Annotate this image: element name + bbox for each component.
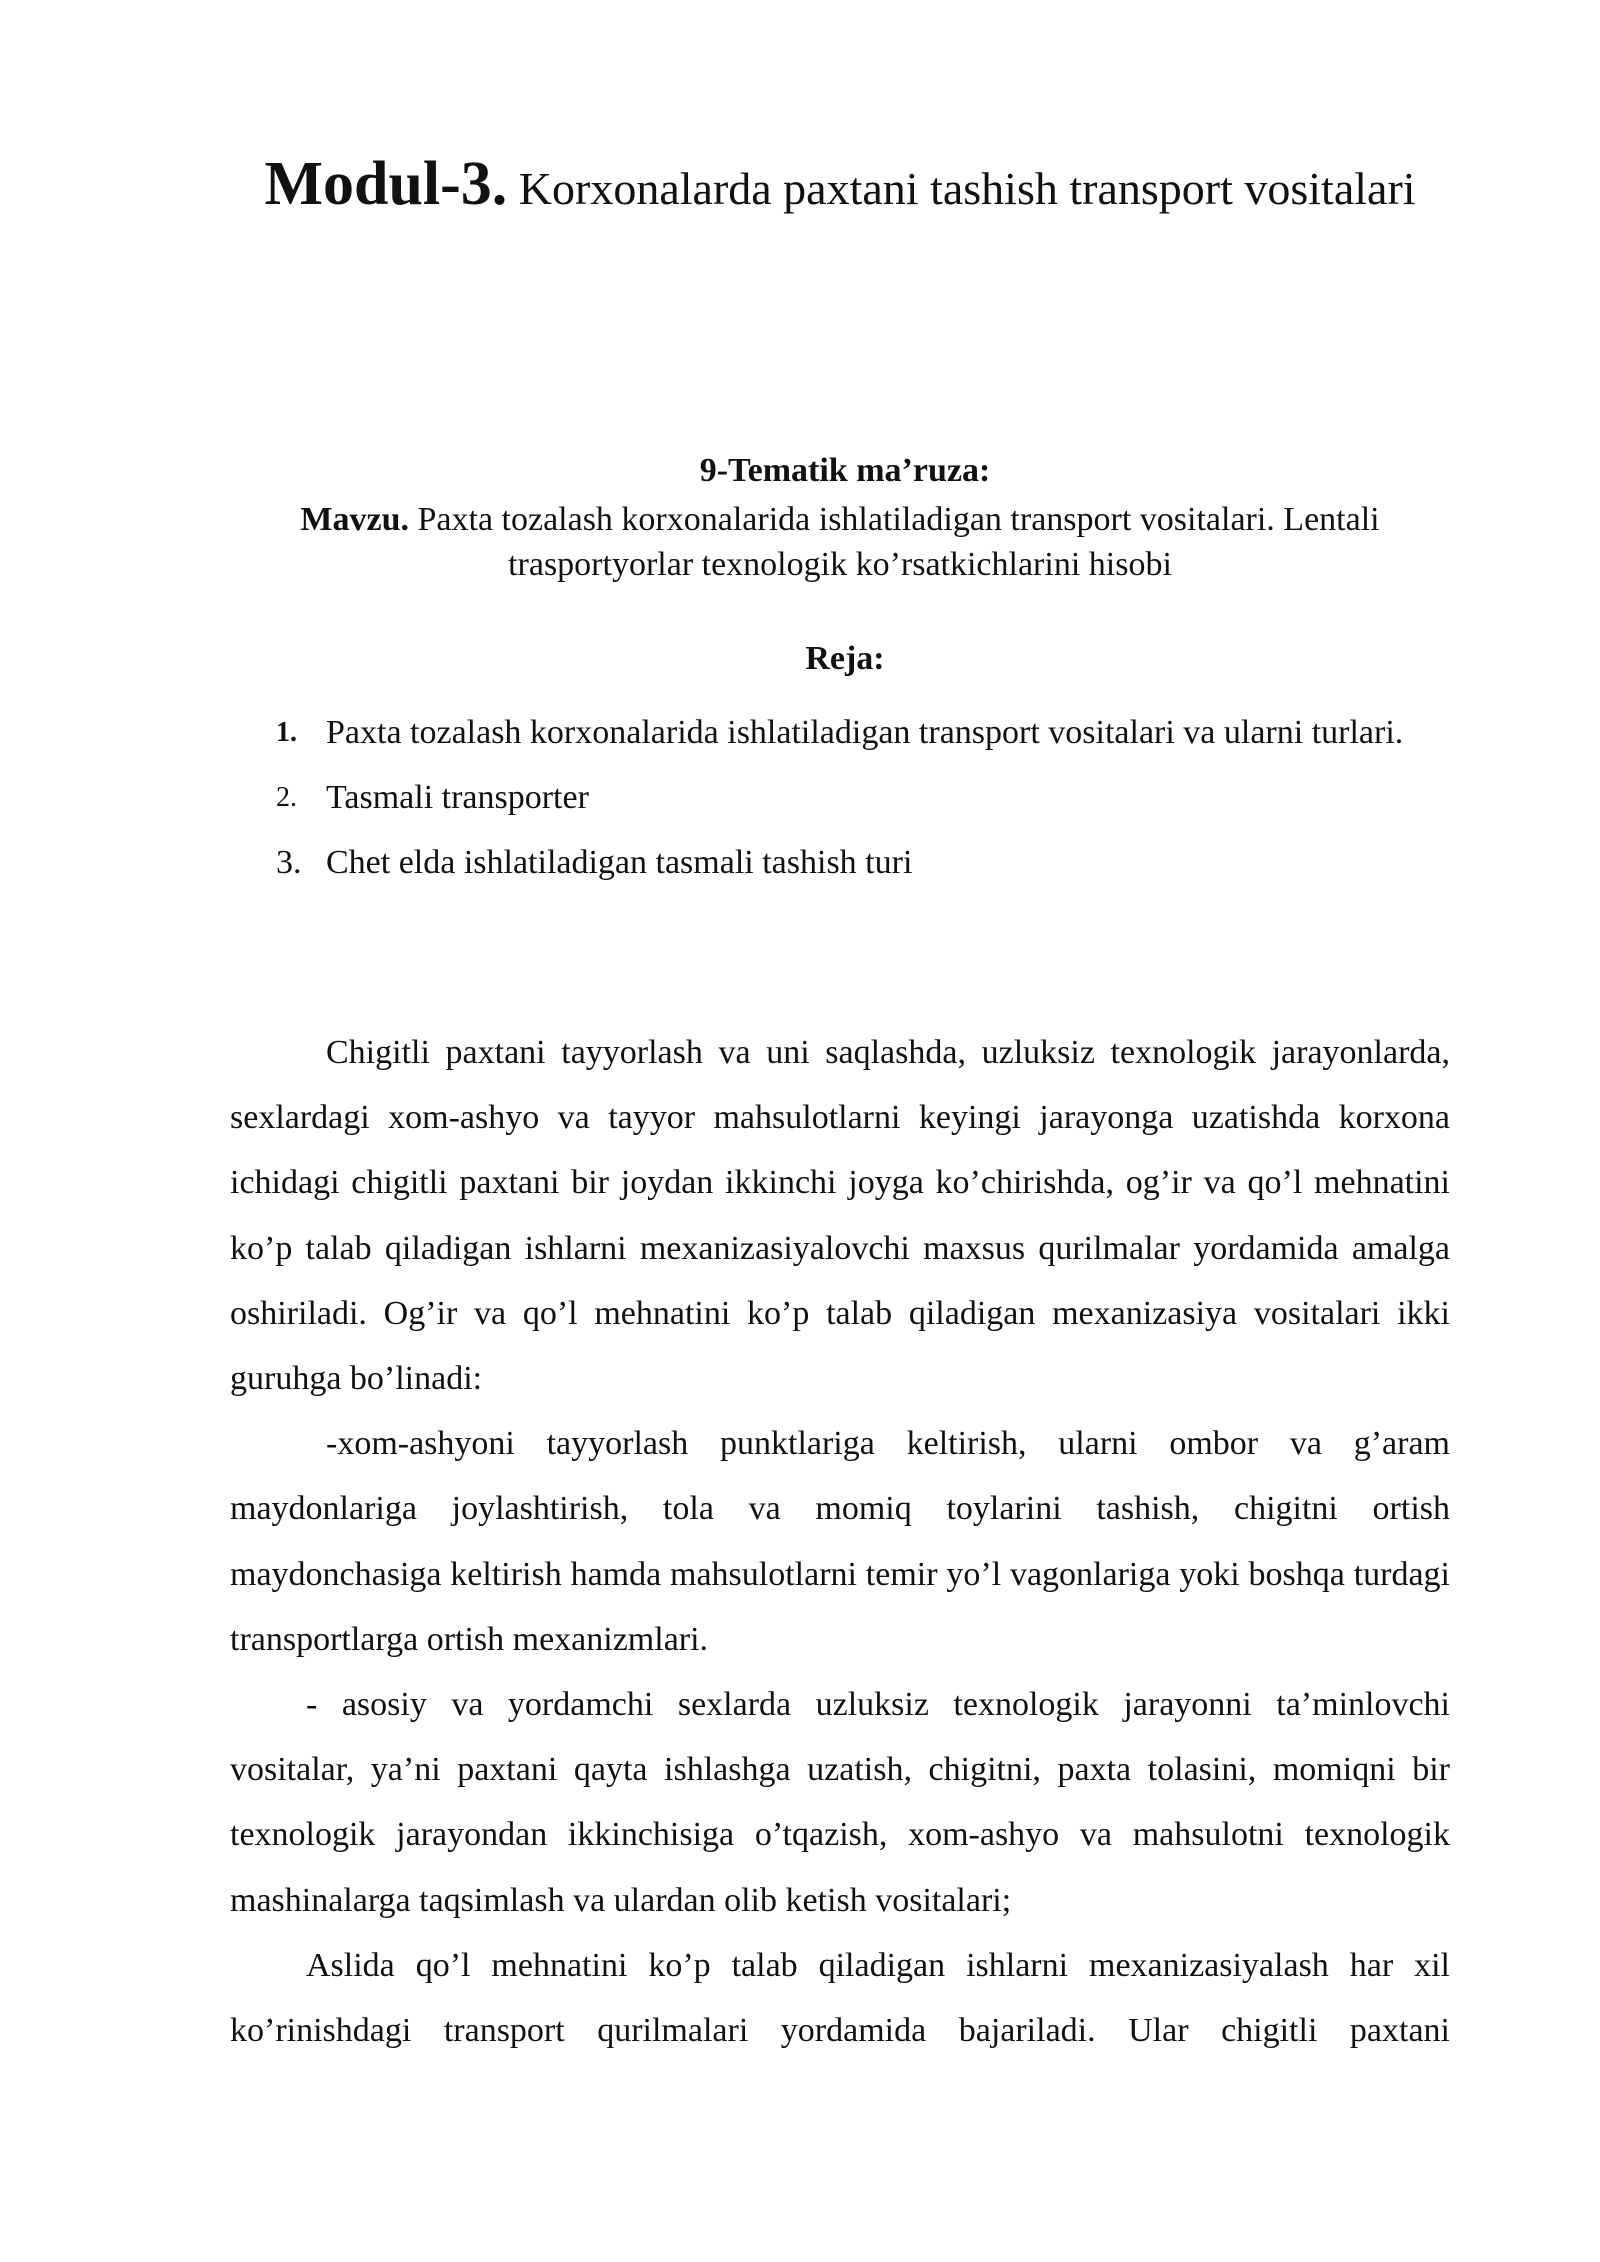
module-number: Modul-3. (264, 150, 508, 218)
plan-item-text: Paxta tozalash korxonalarida ishlatiladigan transport vositalari va ularni turlari. (326, 714, 1404, 751)
lecture-topic (230, 497, 1450, 587)
body-paragraph: Chigitli paxtani tayyorlash va uni saqlashda, uzluksiz texnologik jarayonlarda, sexlardagi xom-ashyo va tayyor mahsulotlarni keyingi jarayonga uzatishda korxona ichidagi chigitli paxtani bir joydan ikkinchi joyga ko’chirishda, og’ir va qo’l mehnatini ko’p talab qiladigan ishlarni mexanizasiyalovchi maxsus qurilmalar yordamida amalga oshiriladi. Og’ir va qo’l mehnatini ko’p talab qiladigan mexanizasiya vositalari ikki guruhga bo’linadi: (230, 1034, 1450, 1398)
module-title-text: Korxonalarda paxtani tashish transport vositalari (507, 163, 1416, 214)
topic-text: Paxta tozalash korxonalarida ishlatiladigan transport vositalari. Lentali trasportyorlar texnologik ko’rsatkichlarini hisobi (409, 501, 1380, 583)
plan-item-text: Chet elda ishlatiladigan tasmali tashish turi (326, 844, 913, 881)
body-paragraph: Aslida qo’l mehnatini ko’p talab qiladigan ishlarni mexanizasiyalash har xil ko’rinishdagi transport qurilmalari yordamida bajariladi. Ular chigitli paxtani (230, 1946, 1450, 2050)
lecture-label: 9-Tematik ma’ruza: (699, 452, 991, 489)
plan-label: Reja: (805, 640, 885, 677)
topic-lead: Mavzu. (300, 501, 409, 538)
body-paragraph: - asosiy va yordamchi sexlarda uzluksiz texnologik jarayonni ta’minlovchi vositalar, ya’ni paxtani qayta ishlashga uzatish, chigitni, paxta tolasini, momiqni bir texnologik jarayondan ikkinchisiga o’tqazish, xom-ashyo va mahsulotni texnologik mashinalarga taqsimlash va ulardan olib ketish vositalari; (230, 1686, 1450, 1919)
plan-item (276, 830, 1456, 895)
body-text (230, 1020, 1450, 2063)
body-paragraph: -xom-ashyoni tayyorlash punktlariga keltirish, ularni ombor va g’aram maydonlariga joylashtirish, tola va momiq toylarini tashish, chigitni ortish maydonchasiga keltirish hamda mahsulotlarni temir yo’l vagonlariga yoki boshqa turdagi transportlarga ortish mexanizmlari. (230, 1425, 1450, 1658)
plan-list (276, 700, 1456, 895)
plan-item (276, 765, 1456, 830)
plan-item-text: Tasmali transporter (326, 779, 589, 816)
plan-item-number: 1. (276, 717, 297, 748)
plan-item (276, 700, 1456, 765)
plan-item-number: 2. (276, 782, 297, 813)
module-title (230, 150, 1450, 223)
plan-item-number: 3. (276, 844, 302, 881)
